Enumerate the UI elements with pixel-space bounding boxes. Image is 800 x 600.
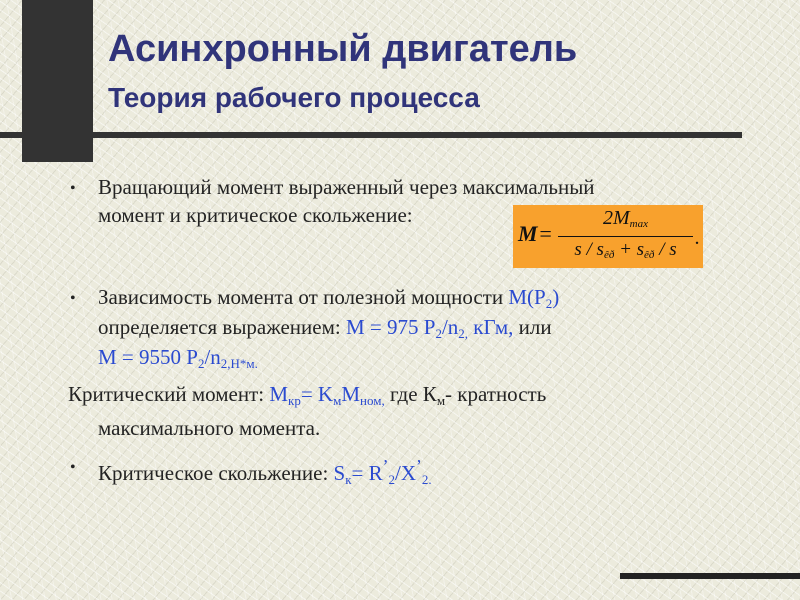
slide-title: Асинхронный двигатель <box>108 28 578 70</box>
formula-numerator: $2M_{max}$ <box>603 207 648 230</box>
footer-divider-line <box>620 573 800 579</box>
slide-subtitle: Теория рабочего процесса <box>108 82 480 113</box>
bullet-icon: • <box>70 180 76 197</box>
item3-line1: Критический момент: $M_{кр}= K_мM_{ном,}$ где $К_м-$ кратность <box>68 382 547 408</box>
torque-formula-box <box>513 205 703 268</box>
formula-period: . <box>695 227 700 249</box>
item4-line: Критическое скольжение: $S_к= R^’_2/X^’_{2.}$ <box>98 456 432 487</box>
title-divider-line <box>0 132 742 138</box>
bullet-icon: • <box>70 290 76 307</box>
item2-line2: определяется выражением: M = 975 $P_2/n_{2,}$ кГм, или <box>98 315 552 341</box>
item2-line3: M = 9550 $P_2/n_{2,Н*м.}$ <box>98 345 258 371</box>
formula-denominator: $s / s_{êð} + s_{êð} / s$ <box>574 239 677 261</box>
item3-line2: максимального момента. <box>98 416 321 440</box>
item1-line2: момент и критическое скольжение: <box>98 203 413 227</box>
item2-line1: Зависимость момента от полезной мощности $M(P_2)$ <box>98 285 560 311</box>
item1-line1: Вращающий момент выраженный через максимальный <box>98 175 595 199</box>
formula-equals: = <box>538 221 553 246</box>
formula-fraction-bar <box>558 236 693 237</box>
bullet-icon: • <box>70 459 76 476</box>
formula-lhs: M <box>518 221 538 246</box>
